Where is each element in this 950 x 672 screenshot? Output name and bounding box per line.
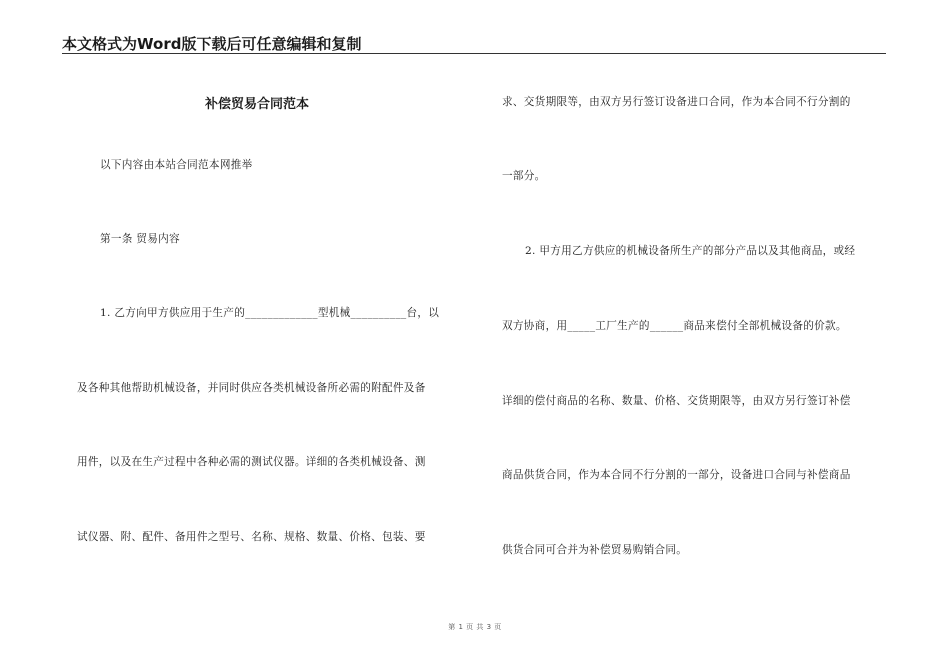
paragraph-line: 商品供货合同，作为本合同不行分割的一部分，设备进口合同与补偿商品 [502, 469, 851, 481]
paragraph-line: 一部分。 [502, 170, 546, 182]
paragraph-line: 供货合同可合并为补偿贸易购销合同。 [502, 544, 688, 556]
intro-line: 以下内容由本站合同范本网推举 [100, 159, 253, 171]
document-title: 补偿贸易合同范本 [205, 97, 310, 112]
paragraph-line: 用件，以及在生产过程中各种必需的测试仪器。详细的各类机械设备、测 [77, 456, 426, 468]
paragraph-line: 双方协商，用_____工厂生产的______商品来偿付全部机械设备的价款。 [502, 320, 847, 332]
page-indicator: 第 1 页 共 3 页 [448, 623, 502, 631]
article-heading: 第一条 贸易内容 [100, 233, 180, 245]
paragraph-line: 详细的偿付商品的名称、数量、价格、交货期限等，由双方另行签订补偿 [502, 395, 851, 407]
paragraph-line: 2. 甲方用乙方供应的机械设备所生产的部分产品以及其他商品，或经 [525, 245, 856, 257]
paragraph-line: 试仪器、附、配件、备用件之型号、名称、规格、数量、价格、包装、要 [77, 531, 426, 543]
paragraph-line: 1. 乙方向甲方供应用于生产的_____________型机械__________台，以 [100, 307, 440, 319]
header-divider [62, 53, 886, 54]
paragraph-line: 及各种其他帮助机械设备，并同时供应各类机械设备所必需的附配件及备 [77, 382, 426, 394]
header-banner: 本文格式为Word版下载后可任意编辑和复制 [62, 35, 362, 53]
paragraph-line: 求、交货期限等，由双方另行签订设备进口合同，作为本合同不行分割的 [502, 96, 851, 108]
